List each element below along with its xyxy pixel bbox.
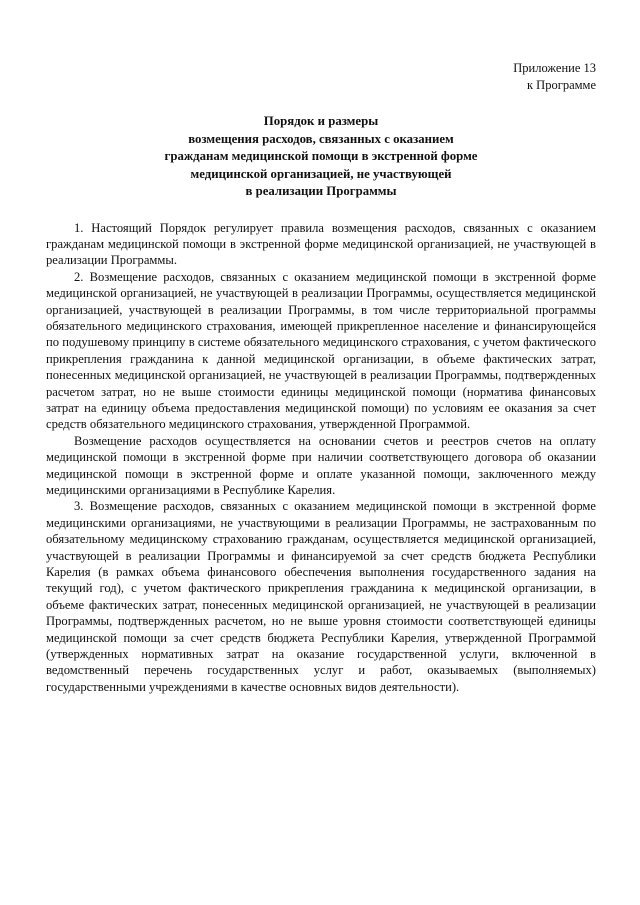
title-line-2: возмещения расходов, связанных с оказанием [188,131,454,146]
document-page [46,60,596,695]
document-title [46,113,596,201]
title-line-1: Порядок и размеры [263,114,379,128]
appendix-reference [46,60,596,94]
title-line-3: гражданам медицинской помощи в экстренной форме [164,149,478,163]
title-line-5: в реализации Программы [245,184,397,198]
paragraph-1: 1. Настоящий Порядок регулирует правила возмещения расходов, связанных с оказанием гражданам медицинской помощи в экстренной форме медицинской организацией, не участвующей в реализации Программы. [46,220,596,268]
appendix-line-1: Приложение 13 [513,61,596,75]
title-line-4: медицинской организацией, не участвующей [190,166,452,181]
paragraph-2-continued: Возмещение расходов осуществляется на основании счетов и реестров счетов на оплату медицинской помощи в экстренной форме при наличии соответствующего договора об оказании медицинской помощи в экстренной форме и оплате указанной помощи, заключенного между медицинскими организациями в Республике Карелия. [46,433,596,497]
document-body [46,220,596,696]
appendix-line-2: к Программе [526,78,596,92]
paragraph-3: 3. Возмещение расходов, связанных с оказанием медицинской помощи в экстренной форме медицинскими организациями, не участвующими в реализации Программы, не застрахованным по обязательному медицинскому страхованию гражданам, осуществляется медицинской организацией, участвующей в реализации Программы и финансируемой за счет средств бюджета Республики Карелия (в рамках объема финансового обеспечения выполнения государственного задания на текущий год), с учетом фактического прикрепления гражданина к медицинской организации, в объеме фактических затрат, понесенных медицинской организацией, не участвующей в реализации Программы, подтвержденных расчетом, но не выше уровня стоимости соответствующей единицы медицинской помощи за счет средств бюджета Республики Карелия, утвержденной Программой (утвержденных нормативных затрат на оказание государственной услуги, включенной в ведомственный перечень государственных услуг и работ, оказываемых (выполняемых) государственными учреждениями в качестве основных видов деятельности). [46,499,596,694]
paragraph-2: 2. Возмещение расходов, связанных с оказанием медицинской помощи в экстренной форме медицинской организацией, не участвующей в реализации Программы, осуществляется медицинской организацией, участвующей в реализации Программы, в том числе территориальной программы обязательного медицинского страхования, имеющей прикрепленное население и финансирующейся по подушевому принципу в системе обязательного медицинского страхования, с учетом фактического прикрепления гражданина к данной медицинской организации, в объеме фактических затрат, понесенных медицинской организацией, не участвующей в реализации Программы, подтвержденных расчетом затрат, но не выше стоимости единицы медицинской помощи (норматива финансовых затрат на единицу объема предоставления медицинской помощи) по условиям ее оказания за счет средств обязательного медицинского страхования, утвержденной Программой. [46,269,596,432]
